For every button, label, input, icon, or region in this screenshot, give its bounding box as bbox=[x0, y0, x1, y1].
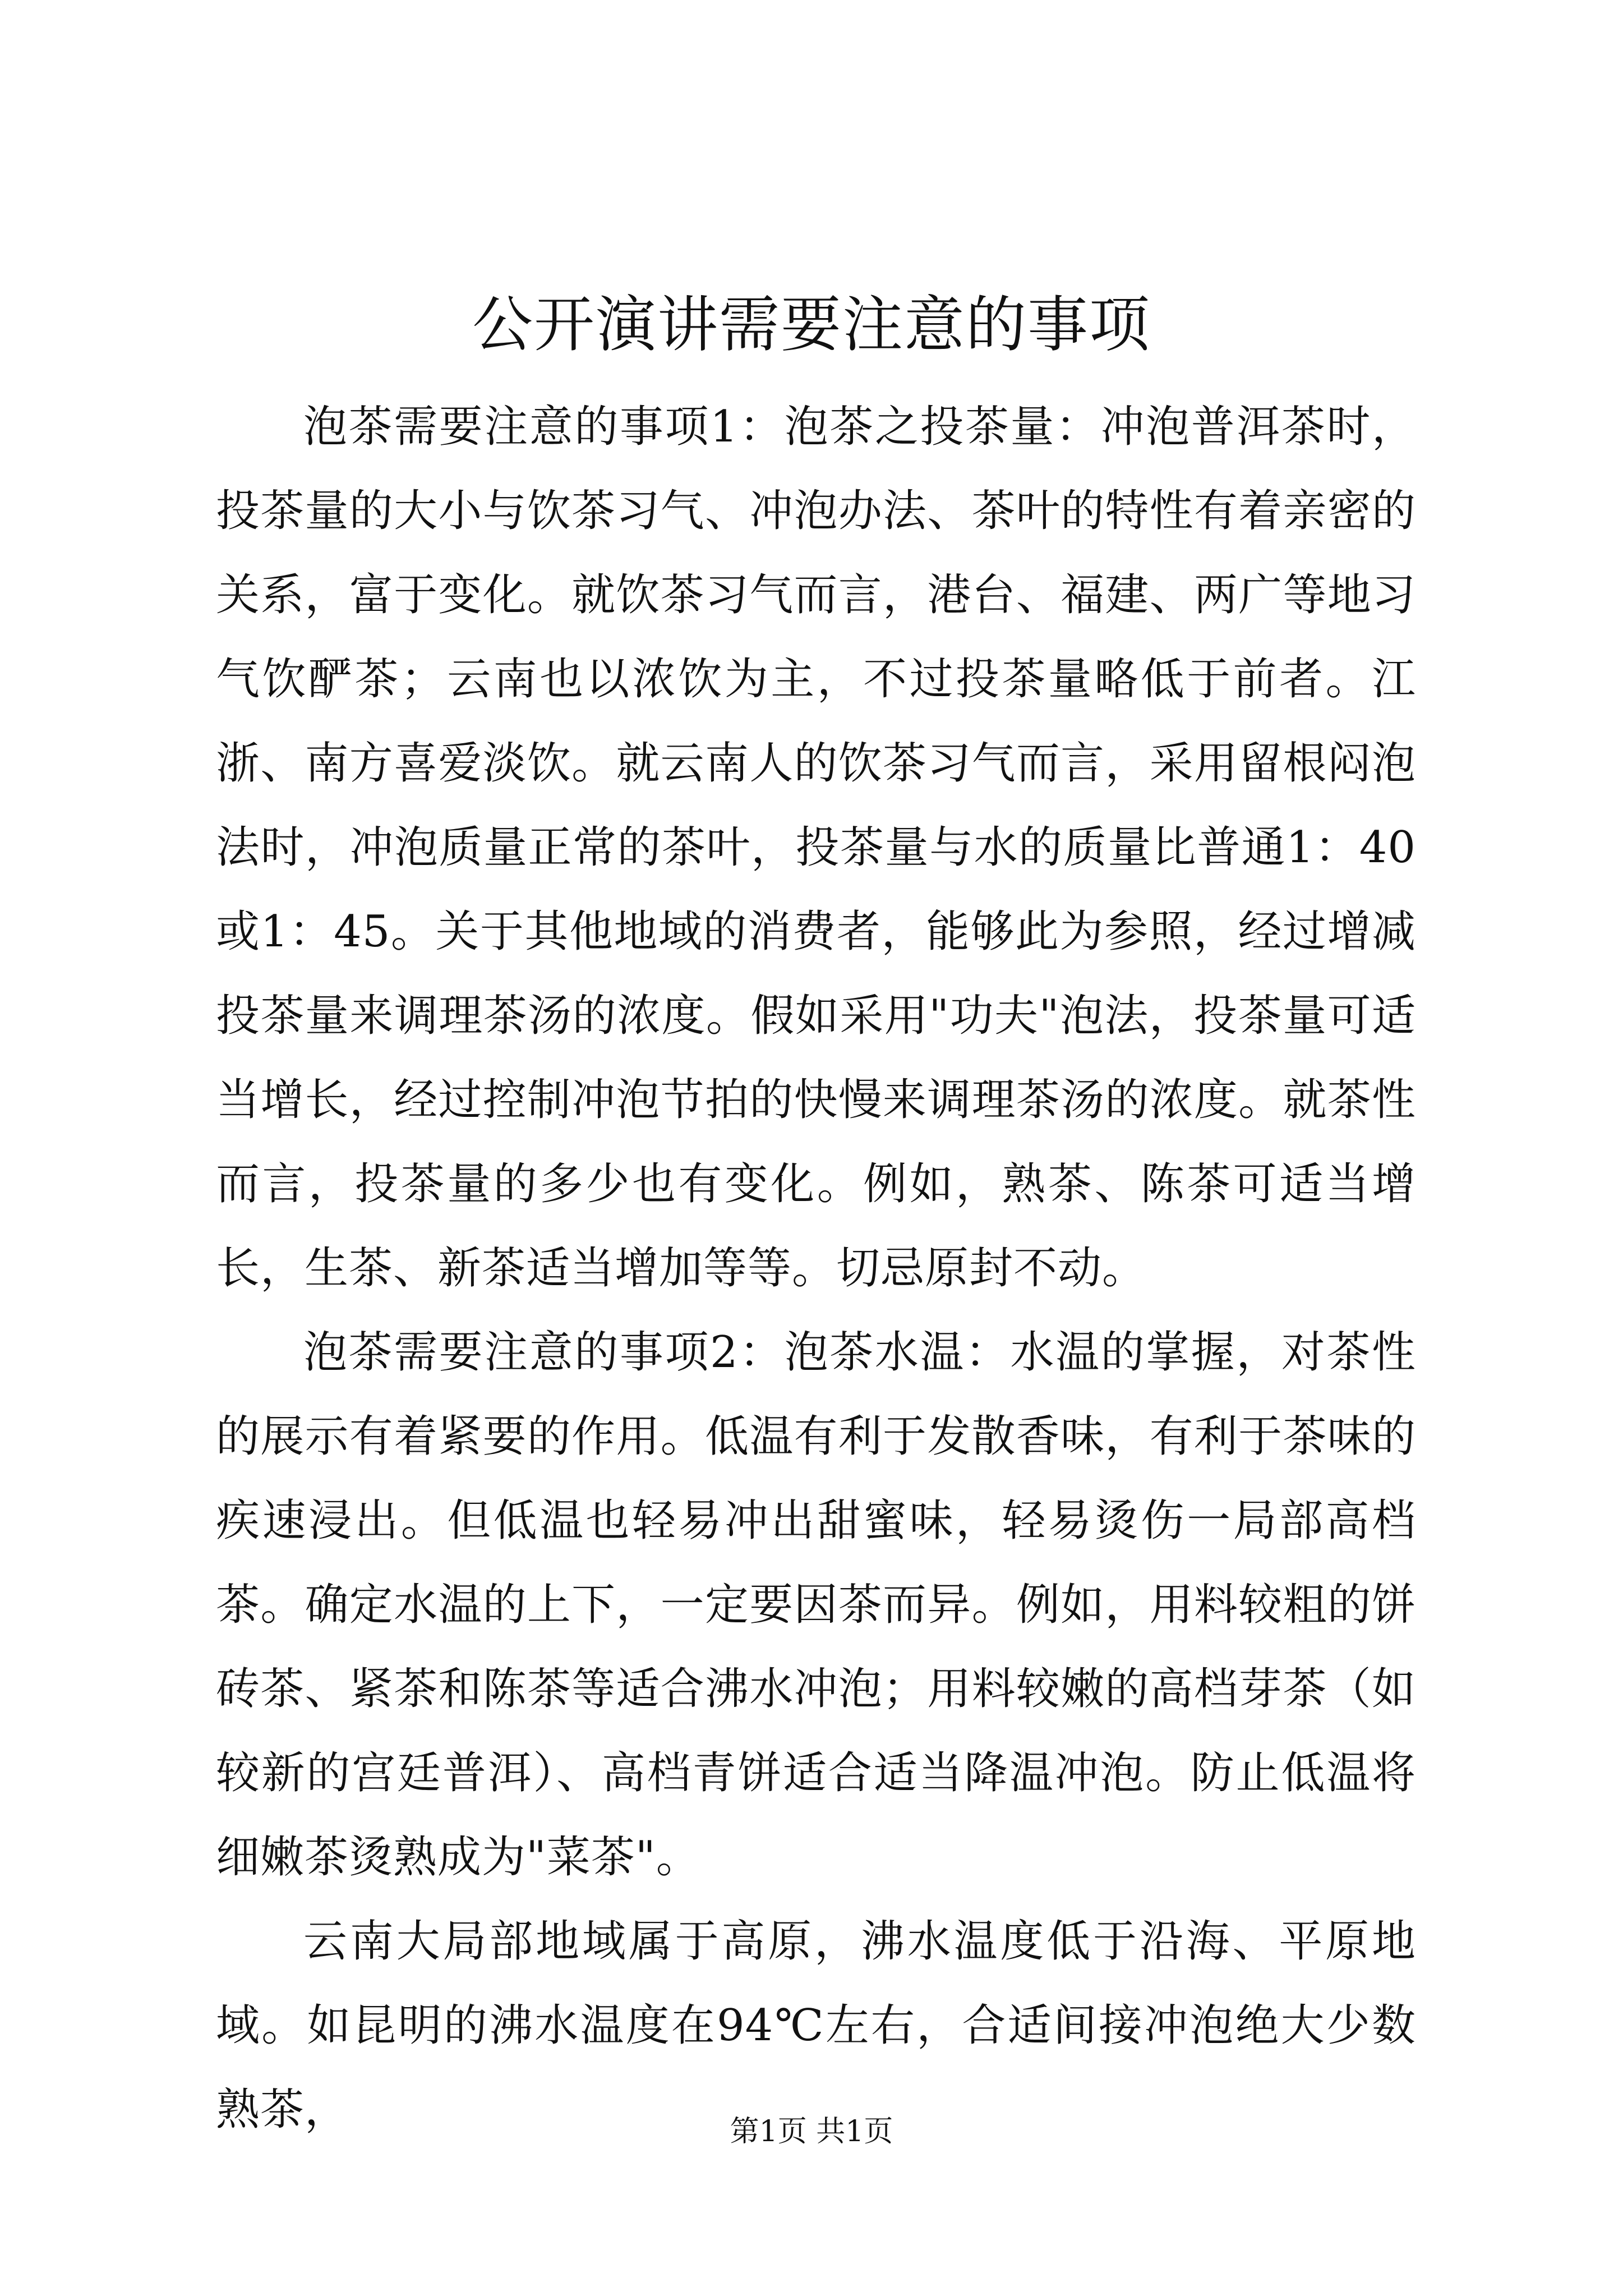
document-title: 公开演讲需要注意的事项 bbox=[472, 290, 1151, 360]
document-body bbox=[216, 385, 1416, 2152]
page-footer: 第1页 共1页 bbox=[730, 2115, 893, 2148]
paragraph-2: 泡茶需要注意的事项2：泡茶水温：水温的掌握，对茶性的展示有着紧要的作用。低温有利于发散香味，有利于茶味的疾速浸出。但低温也轻易冲出甜蜜味，轻易烫伤一局部高档茶。确定水温的上下，一定要因茶而异。例如，用料较粗的饼砖茶、紧茶和陈茶等适合沸水冲泡；用料较嫩的高档芽茶（如较新的宫廷普洱）、高档青饼适合适当降温冲泡。防止低温将细嫩茶烫熟成为"菜茶"。 bbox=[216, 1327, 1416, 1883]
paragraph-1: 泡茶需要注意的事项1：泡茶之投茶量：冲泡普洱茶时，投茶量的大小与饮茶习气、冲泡办法、茶叶的特性有着亲密的关系，富于变化。就饮茶习气而言，港台、福建、两广等地习气饮酽茶；云南也以浓饮为主，不过投茶量略低于前者。江浙、南方喜爱淡饮。就云南人的饮茶习气而言，采用留根闷泡法时，冲泡质量正常的茶叶，投茶量与水的质量比普通1：40或1：45。关于其他地域的消费者，能够此为参照，经过增减投茶量来调理茶汤的浓度。假如采用"功夫"泡法，投茶量可适当增长，经过控制冲泡节拍的快慢来调理茶汤的浓度。就茶性而言，投茶量的多少也有变化。例如，熟茶、陈茶可适当增长，生茶、新茶适当增加等等。切忌原封不动。 bbox=[216, 402, 1416, 1294]
paragraph-3: 云南大局部地域属于高原，沸水温度低于沿海、平原地域。如昆明的沸水温度在94℃左右，合适间接冲泡绝大少数熟茶， bbox=[216, 1916, 1416, 2135]
